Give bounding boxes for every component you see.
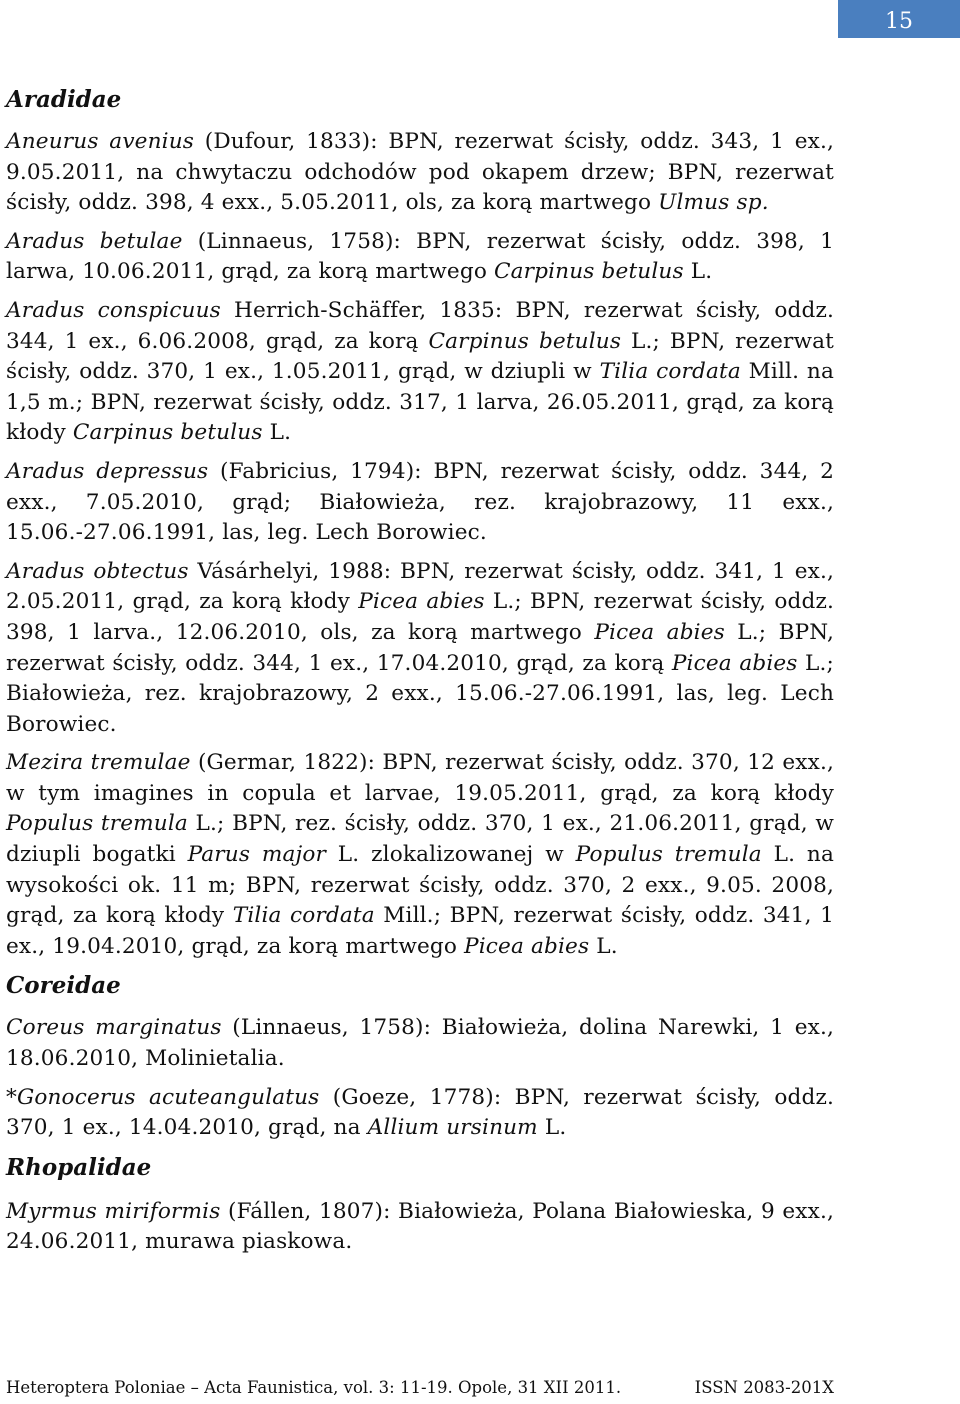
species-record: Coreus marginatus (Linnaeus, 1758): Białowieża, dolina Narewki, 1 ex., 18.06.2010, Molinietalia. — [6, 1015, 834, 1072]
journal-citation: Heteroptera Poloniae – Acta Faunistica, vol. 3: 11-19. Opole, 31 XII 2011. — [6, 1378, 622, 1397]
page-footer — [6, 1378, 834, 1398]
species-record: *Gonocerus acuteangulatus (Goeze, 1778): BPN, rezerwat ścisły, oddz. 370, 1 ex., 14.04.2010, grąd, na Allium ursinum L. — [6, 1084, 834, 1141]
species-record: Aradus conspicuus Herrich-Schäffer, 1835: BPN, rezerwat ścisły, oddz. 344, 1 ex., 6.06.2008, grąd, za korą Carpinus betulus L.; BPN, rezerwat ścisły, oddz. 370, 1 ex., 1.05.2011, grąd, w dziupli w Tilia cordata Mill. na 1,5 m.; BPN, rezerwat ścisły, oddz. 317, 1 larva, 26.05.2011, grąd, za korą kłody Carpinus betulus L. — [6, 297, 834, 446]
page-number-badge: 15 — [838, 0, 960, 38]
species-record: Mezira tremulae (Germar, 1822): BPN, rezerwat ścisły, oddz. 370, 12 exx., w tym imagines in copula et larvae, 19.05.2011, grąd, za korą kłody Populus tremula L.; BPN, rez. ścisły, oddz. 370, 1 ex., 21.06.2011, grąd, w dziupli bogatki Parus major L. zlokalizowanej w Populus tremula L. na wysokości ok. 11 m; BPN, rezerwat ścisły, oddz. 370, 2 exx., 9.05. 2008, grąd, za korą kłody Tilia cordata Mill.; BPN, rezerwat ścisły, oddz. 341, 1 ex., 19.04.2010, grąd, za korą martwego Picea abies L. — [6, 750, 835, 959]
family-heading-rhopalidae: Rhopalidae — [6, 1153, 152, 1181]
species-record: Aneurus avenius (Dufour, 1833): BPN, rezerwat ścisły, oddz. 343, 1 ex., 9.05.2011, na chwytaczu odchodów pod okapem drzew; BPN, rezerwat ścisły, oddz. 398, 4 exx., 5.05.2011, ols, za korą martwego Ulmus sp. — [6, 129, 834, 216]
species-record: Aradus obtectus Vásárhelyi, 1988: BPN, rezerwat ścisły, oddz. 341, 1 ex., 2.05.2011, grąd, za korą kłody Picea abies L.; BPN, rezerwat ścisły, oddz. 398, 1 larva., 12.06.2010, ols, za korą martwego Picea abies L.; BPN, rezerwat ścisły, oddz. 344, 1 ex., 17.04.2010, grąd, za korą Picea abies L.; Białowieża, rez. krajobrazowy, 2 exx., 15.06.-27.06.1991, las, leg. Lech Borowiec. — [6, 558, 835, 737]
family-heading-aradidae: Aradidae — [6, 86, 122, 113]
species-record: Myrmus miriformis (Fállen, 1807): Białowieża, Polana Białowieska, 9 exx., 24.06.2011, murawa piaskowa. — [6, 1198, 834, 1255]
species-record: Aradus depressus (Fabricius, 1794): BPN, rezerwat ścisły, oddz. 344, 2 exx., 7.05.2010, grąd; Białowieża, rez. krajobrazowy, 11 exx., 15.06.-27.06.1991, las, leg. Lech Borowiec. — [6, 458, 834, 546]
family-heading-coreidae: Coreidae — [6, 972, 121, 1000]
main-content — [6, 84, 834, 1266]
issn: ISSN 2083-201X — [694, 1378, 834, 1397]
species-record: Aradus betulae (Linnaeus, 1758): BPN, rezerwat ścisły, oddz. 398, 1 larwa, 10.06.2011, grąd, za korą martwego Carpinus betulus L. — [6, 228, 834, 285]
